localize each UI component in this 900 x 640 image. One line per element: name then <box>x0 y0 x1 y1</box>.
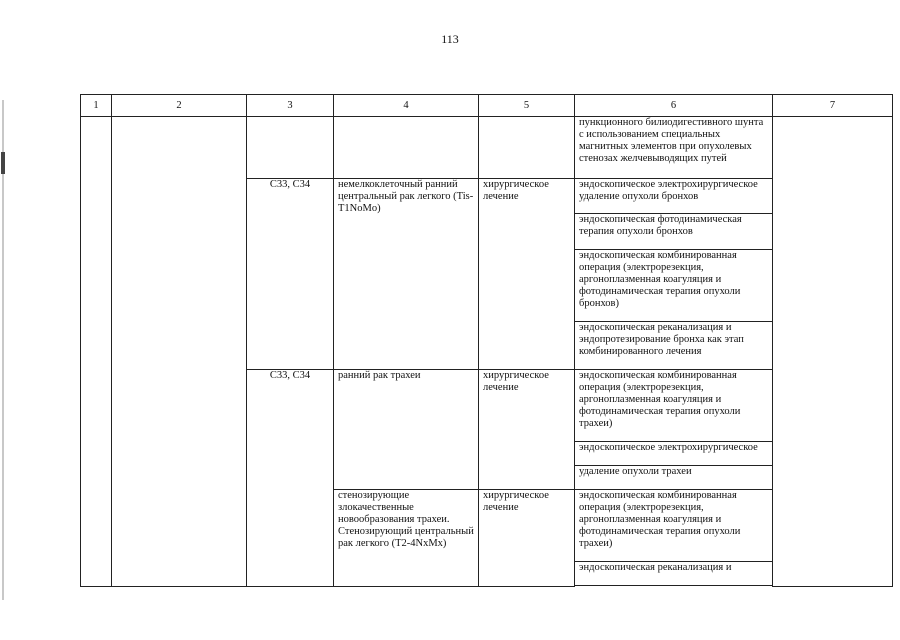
column-header: 7 <box>773 95 893 117</box>
column-header: 5 <box>479 95 575 117</box>
diagnosis-cell: стенозирующие злокачественные новообразования трахеи. Стенозирующий центральный рак легкого (T2-4NxMx) <box>334 490 479 587</box>
method-cell: эндоскопическое электрохирургическое удаление опухоли бронхов <box>575 179 773 214</box>
page-number: 113 <box>441 32 459 46</box>
column-number-row <box>81 95 893 117</box>
column-header: 4 <box>334 95 479 117</box>
method-cell: удаление опухоли трахеи <box>575 466 773 490</box>
column-header: 2 <box>112 95 247 117</box>
method-cell: эндоскопическая фотодинамическая терапия опухоли бронхов <box>575 214 773 250</box>
treatment-modality-cell: хирургическое лечение <box>479 490 575 587</box>
table-row <box>81 117 893 179</box>
icd-codes-cell: C33, C34 <box>247 370 334 587</box>
treatment-modality-cell: хирургическое лечение <box>479 370 575 490</box>
spacer-cell <box>575 586 773 587</box>
column-header: 1 <box>81 95 112 117</box>
scan-margin-line <box>2 100 4 600</box>
method-cell: эндоскопическая комбинированная операция (электрорезекция, аргоноплазменная коагуляция и фотодинамическая терапия опухоли трахеи) <box>575 370 773 442</box>
empty-cell-col7 <box>773 117 893 587</box>
empty-cell <box>334 117 479 179</box>
empty-cell-col1 <box>81 117 112 587</box>
icd-codes-cell: C33, C34 <box>247 179 334 370</box>
treatment-modality-cell: хирургическое лечение <box>479 179 575 370</box>
method-cell: эндоскопическое электрохирургическое <box>575 442 773 466</box>
method-cell: эндоскопическая комбинированная операция (электрорезекция, аргоноплазменная коагуляция и фотодинамическая терапия опухоли бронхов) <box>575 250 773 322</box>
method-cell: пункционного билиодигестивного шунта с использованием специальных магнитных элементов при опухолевых стенозах желчевыводящих путей <box>575 117 773 179</box>
empty-cell <box>479 117 575 179</box>
method-cell: эндоскопическая реканализация и эндопротезирование бронха как этап комбинированного лечения <box>575 322 773 370</box>
scan-margin-mark <box>1 152 5 174</box>
method-cell: эндоскопическая реканализация и <box>575 562 773 586</box>
column-header: 3 <box>247 95 334 117</box>
diagnosis-cell: ранний рак трахеи <box>334 370 479 490</box>
column-header: 6 <box>575 95 773 117</box>
method-cell: эндоскопическая комбинированная операция (электрорезекция, аргоноплазменная коагуляция и фотодинамическая терапия опухоли трахеи) <box>575 490 773 562</box>
treatment-methods-table <box>80 94 893 587</box>
empty-cell-col2 <box>112 117 247 587</box>
diagnosis-cell: немелкоклеточный ранний центральный рак легкого (Tis-T1NoMo) <box>334 179 479 370</box>
empty-cell <box>247 117 334 179</box>
